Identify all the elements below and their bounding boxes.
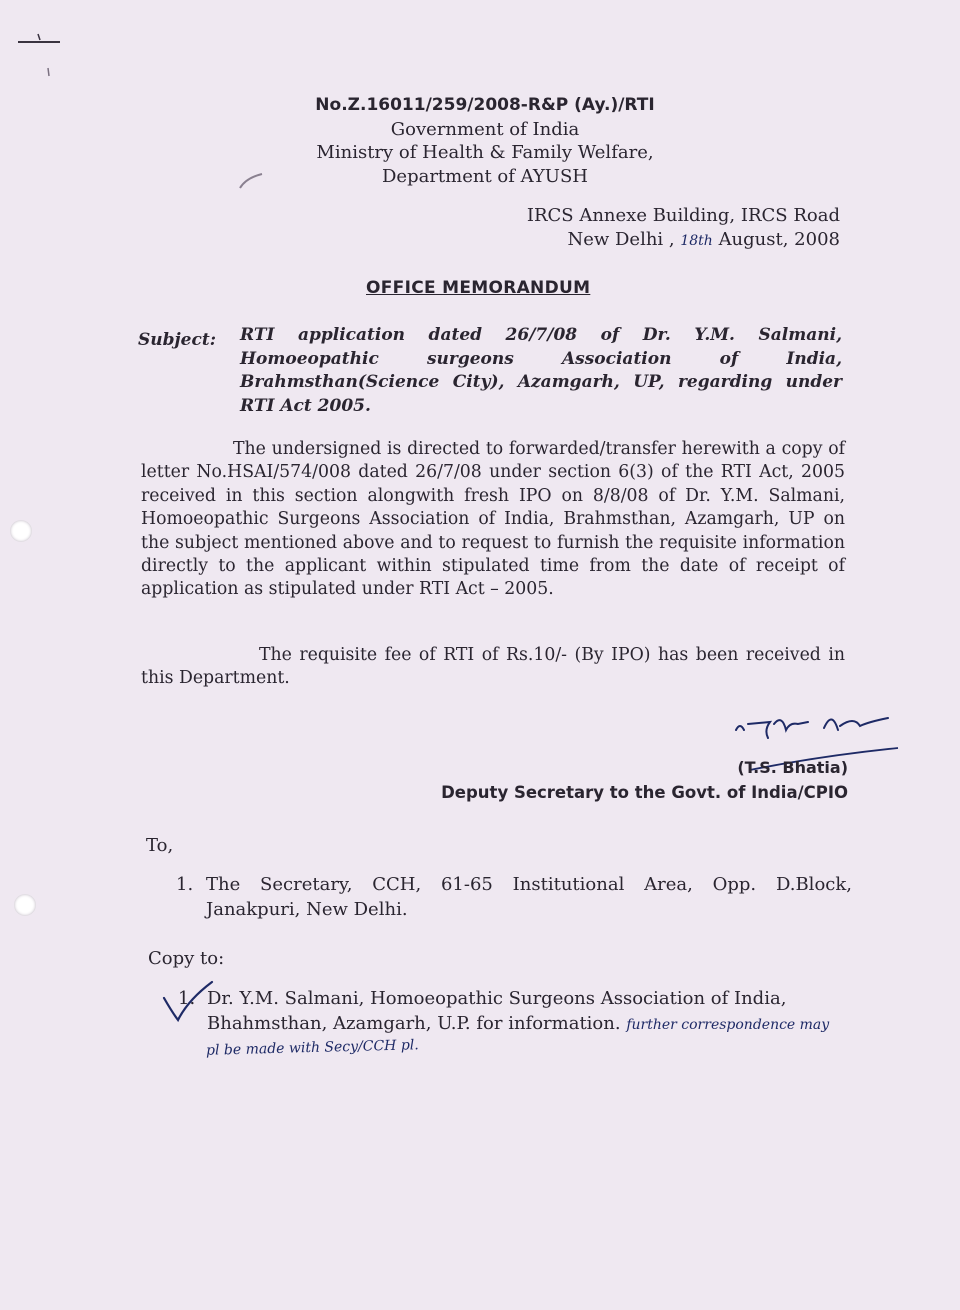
signature bbox=[728, 700, 898, 750]
handwritten-note-2: pl be made with Secy/CCH pl. bbox=[205, 1037, 419, 1059]
memo-title: OFFICE MEMORANDUM bbox=[366, 278, 591, 298]
edge-mark bbox=[14, 28, 64, 80]
date-text: August, 2008 bbox=[718, 229, 840, 250]
subject-text: RTI application dated 26/7/08 of Dr. Y.M. Salmani, Homoeopathic surgeons Association of India, Brahmsthan(Science City), Azamgarh, UP, regarding under RTI Act 2005. bbox=[240, 325, 842, 416]
signatory-designation: Deputy Secretary to the Govt. of India/CPIO bbox=[441, 783, 848, 802]
recipient-item bbox=[176, 872, 852, 922]
recipient-text: The Secretary, CCH, 61-65 Institutional Area, Opp. D.Block, Janakpuri, New Delhi. bbox=[206, 874, 852, 920]
letter-header bbox=[240, 94, 730, 188]
copy-number: 1. bbox=[178, 988, 196, 1009]
punch-hole-bottom bbox=[14, 894, 36, 916]
reference-number: No.Z.16011/259/2008-R&P (Ay.)/RTI bbox=[315, 95, 655, 115]
handwritten-note-1: further correspondence may bbox=[626, 1017, 830, 1033]
copy-text bbox=[207, 986, 858, 1038]
recipient-number: 1. bbox=[176, 874, 194, 895]
subject-label: Subject: bbox=[138, 330, 216, 350]
city: New Delhi bbox=[567, 229, 664, 250]
copy-typed-text: Dr. Y.M. Salmani, Homoeopathic Surgeons Association of India, Bhahmsthan, Azamgarh, U.P. for information. bbox=[207, 988, 787, 1034]
body-paragraph-2: The requisite fee of RTI of Rs.10/- (By IPO) has been received in this Department. bbox=[141, 645, 845, 689]
copy-to-label: Copy to: bbox=[148, 948, 225, 969]
handwritten-date: 18th bbox=[680, 233, 713, 249]
signatory-name: (T.S. Bhatia) bbox=[737, 758, 848, 777]
department-line: Department of AYUSH bbox=[381, 165, 588, 187]
address-block bbox=[527, 204, 840, 253]
government-line: Government of India bbox=[390, 118, 580, 140]
copy-item bbox=[178, 986, 858, 1038]
to-label: To, bbox=[146, 835, 174, 856]
ministry-line: Ministry of Health & Family Welfare, bbox=[316, 142, 654, 163]
date-line: New Delhi , 18th August, 2008 bbox=[567, 229, 840, 250]
body-paragraph-1: The undersigned is directed to forwarded/transfer herewith a copy of letter No.HSAI/574/008 dated 26/7/08 under section 6(3) of the RTI Act, 2005 received in this section alongwith fresh IPO on 8/8/08 of Dr. Y.M. Salmani, Homoeopathic Surgeons Association of India, Brahmsthan, Azamgarh, UP on the subject mentioned above and to request to furnish the requisite information directly to the applicant within stipulated time from the date of receipt of application as stipulated under RTI Act – 2005. bbox=[141, 439, 845, 600]
address-line: IRCS Annexe Building, IRCS Road bbox=[526, 205, 840, 226]
punch-hole-top bbox=[10, 520, 32, 542]
